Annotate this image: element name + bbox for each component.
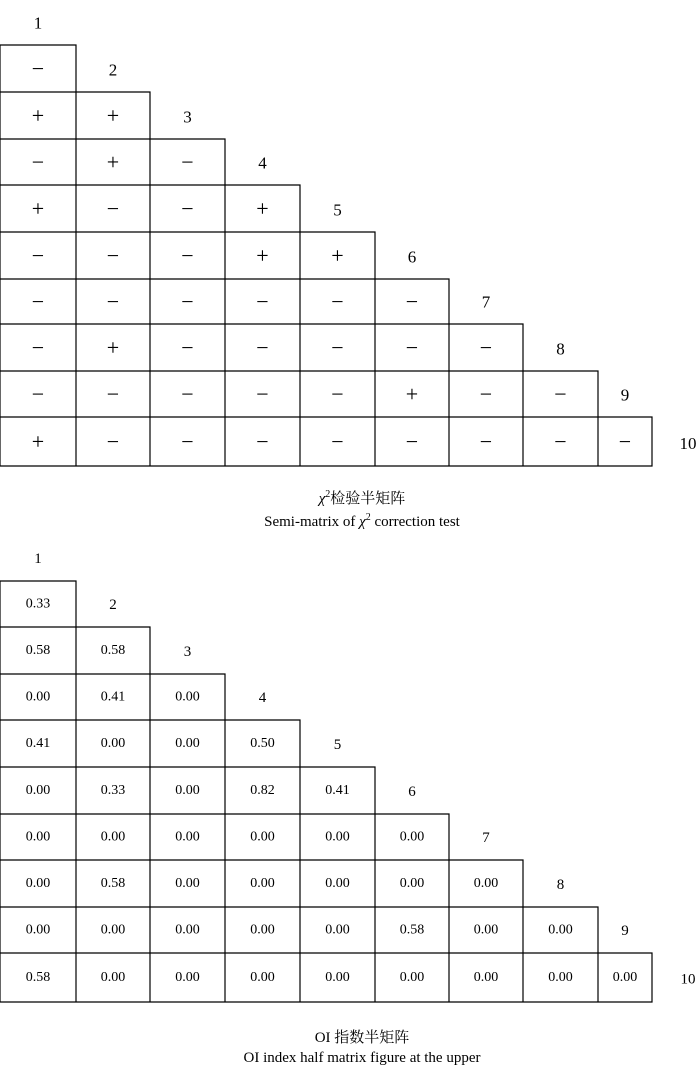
- matrix-cell: −: [181, 335, 194, 360]
- matrix-cell: 0.58: [100, 876, 126, 891]
- matrix-cell: 0.00: [100, 922, 126, 938]
- matrix-cell: 0.00: [175, 736, 200, 751]
- matrix-cell: +: [106, 103, 120, 128]
- matrix-cell: 0.00: [25, 783, 51, 798]
- matrix-cell: 0.00: [175, 829, 200, 845]
- matrix-cell: −: [331, 289, 344, 314]
- matrix-cell: −: [31, 56, 45, 81]
- matrix-cell: −: [618, 429, 632, 454]
- matrix-cell: −: [31, 289, 45, 314]
- matrix-cell: −: [554, 381, 567, 407]
- matrix-cell: 0.58: [25, 643, 51, 658]
- diagonal-label: 2: [108, 60, 118, 80]
- matrix-cell: +: [106, 149, 120, 175]
- matrix-cell: 0.00: [250, 876, 275, 891]
- diagonal-label: 4: [258, 690, 267, 706]
- diagonal-label: 8: [556, 339, 565, 359]
- matrix-cell: 0.41: [25, 736, 51, 751]
- chi-square-semi-matrix-labels: [31, 13, 697, 454]
- matrix-cell: 0.00: [175, 689, 200, 705]
- diagonal-label: 2: [109, 597, 117, 613]
- matrix-cell: −: [405, 289, 419, 314]
- diagonal-label: 5: [333, 200, 342, 220]
- matrix-cell: −: [331, 429, 344, 454]
- diagonal-label: 10: [680, 971, 696, 988]
- diagonal-label: 10: [679, 434, 697, 453]
- matrix-cell: −: [106, 196, 120, 221]
- diagonal-label: 4: [258, 153, 267, 173]
- matrix-cell: −: [106, 429, 120, 454]
- matrix-cell: 0.00: [548, 922, 573, 938]
- matrix-cell: 0.00: [100, 829, 126, 845]
- diagonal-label: 9: [620, 385, 630, 405]
- matrix-cell: −: [479, 429, 493, 454]
- oi-index-caption-en: OI index half matrix figure at the upper: [243, 1050, 481, 1066]
- matrix-cell: −: [181, 429, 194, 454]
- matrix-cell: −: [181, 381, 194, 407]
- matrix-cell: 0.00: [325, 922, 350, 938]
- matrix-cell: 0.00: [612, 970, 638, 985]
- diagonal-label: 8: [556, 877, 565, 893]
- matrix-cell: 0.41: [325, 783, 350, 798]
- matrix-cell: 0.33: [25, 596, 51, 612]
- matrix-cell: −: [256, 289, 269, 314]
- matrix-cell: +: [31, 196, 45, 221]
- diagonal-label: 1: [34, 551, 42, 567]
- matrix-cell: −: [106, 381, 120, 407]
- matrix-cell: −: [256, 381, 269, 407]
- matrix-cell: 0.00: [100, 970, 126, 985]
- matrix-cell: +: [331, 243, 344, 268]
- matrix-cell: −: [181, 196, 194, 221]
- matrix-cell: 0.33: [100, 783, 126, 798]
- oi-index-caption-cn: OI 指数半矩阵: [314, 1030, 410, 1046]
- matrix-cell: −: [181, 149, 194, 175]
- matrix-cell: −: [331, 381, 344, 407]
- matrix-cell: +: [256, 243, 269, 268]
- matrix-cell: +: [405, 381, 419, 407]
- matrix-cell: −: [106, 289, 120, 314]
- matrix-cell: +: [256, 196, 269, 221]
- matrix-cell: −: [181, 243, 194, 268]
- matrix-cell: 0.00: [548, 970, 573, 985]
- diagonal-label: 5: [333, 737, 342, 753]
- matrix-cell: 0.00: [399, 876, 425, 891]
- matrix-cell: 0.58: [100, 643, 126, 658]
- matrix-cell: −: [479, 335, 493, 360]
- matrix-cell: 0.00: [399, 829, 425, 845]
- matrix-cell: 0.00: [175, 876, 200, 891]
- matrix-cell: 0.00: [25, 922, 51, 938]
- matrix-cell: 0.58: [399, 922, 425, 938]
- matrix-cell: 0.00: [473, 922, 499, 938]
- diagonal-label: 1: [33, 13, 43, 33]
- matrix-cell: −: [405, 335, 419, 360]
- matrix-cell: 0.00: [25, 829, 51, 845]
- matrix-cell: −: [256, 429, 269, 454]
- matrix-cell: 0.00: [175, 970, 200, 985]
- matrix-cell: 0.00: [473, 970, 499, 985]
- diagonal-label: 6: [407, 247, 417, 267]
- matrix-cell: 0.00: [175, 783, 200, 798]
- matrix-cell: −: [106, 243, 120, 268]
- oi-index-half-matrix-cells: [26, 597, 638, 986]
- matrix-cell: 0.00: [325, 970, 350, 985]
- diagonal-label: 7: [482, 830, 490, 846]
- matrix-cell: 0.58: [25, 970, 51, 985]
- chi-square-caption-cn: $\chi^2$检验半矩阵: [318, 489, 406, 507]
- matrix-cell: 0.00: [250, 970, 275, 985]
- matrix-cell: 0.82: [250, 783, 275, 798]
- matrix-cell: −: [31, 243, 45, 268]
- matrix-cell: +: [31, 429, 45, 454]
- matrix-cell: 0.00: [175, 922, 200, 938]
- diagonal-label: 3: [183, 644, 192, 660]
- matrix-cell: −: [31, 335, 45, 360]
- matrix-cell: 0.00: [473, 876, 499, 891]
- matrix-cell: 0.50: [250, 736, 275, 751]
- matrix-cell: +: [31, 103, 45, 128]
- matrix-cell: 0.41: [100, 689, 126, 705]
- matrix-cell: −: [181, 289, 194, 314]
- matrix-cell: 0.00: [399, 970, 425, 985]
- matrix-cell: −: [256, 335, 269, 360]
- matrix-cell: +: [106, 335, 120, 360]
- matrix-cell: −: [31, 381, 45, 407]
- matrix-cell: 0.00: [325, 876, 350, 891]
- diagonal-label: 9: [621, 923, 629, 939]
- matrix-cell: −: [405, 429, 419, 454]
- matrix-cell: 0.00: [25, 876, 51, 891]
- matrix-cell: −: [31, 149, 45, 175]
- matrix-cell: 0.00: [250, 829, 275, 845]
- chi-square-semi-matrix-cells: [32, 56, 631, 454]
- matrix-cell: 0.00: [250, 922, 275, 938]
- matrix-cell: −: [554, 429, 567, 454]
- diagonal-label: 6: [408, 784, 416, 800]
- diagonal-label: 3: [183, 107, 192, 127]
- matrix-cell: −: [331, 335, 344, 360]
- matrix-cell: −: [479, 381, 493, 407]
- matrix-cell: 0.00: [325, 829, 350, 845]
- matrix-cell: 0.00: [25, 689, 51, 705]
- matrix-cell: 0.00: [100, 736, 126, 751]
- chi-square-caption-en: Semi-matrix of $\chi^2$ correction test: [264, 512, 460, 530]
- diagonal-label: 7: [481, 292, 491, 312]
- oi-index-half-matrix-labels: [34, 551, 695, 988]
